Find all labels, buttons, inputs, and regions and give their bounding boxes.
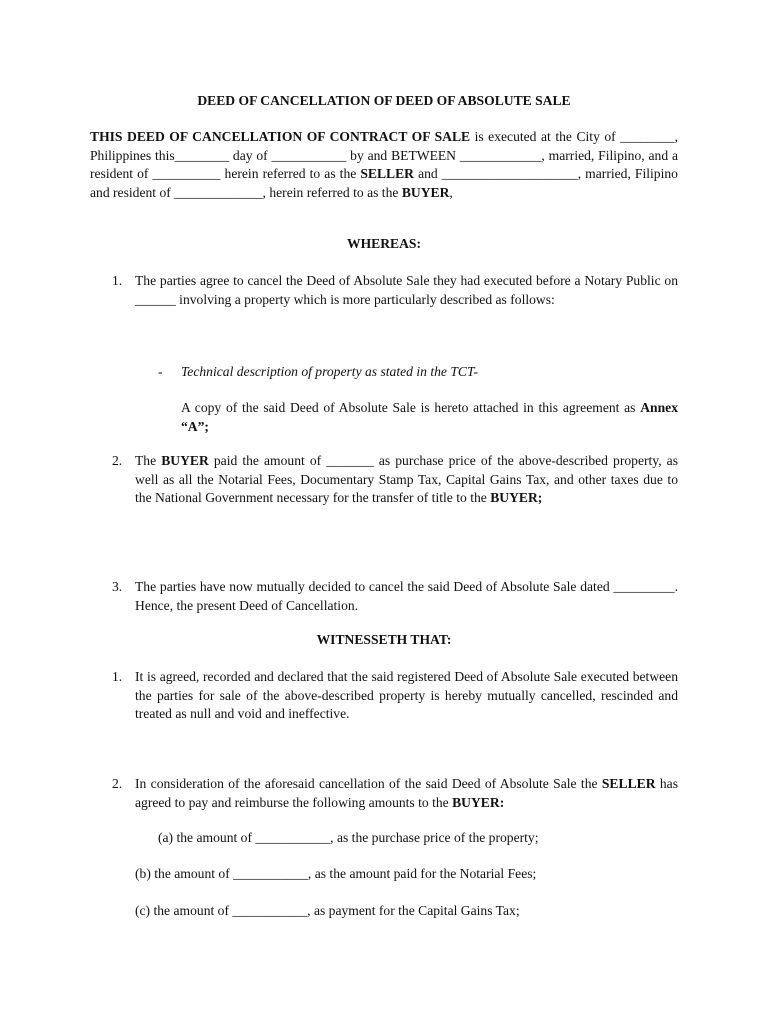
reimbursement-b: (b) the amount of ___________, as the amount paid for the Notarial Fees; [135,866,537,881]
whereas-item-3 [112,578,678,615]
item2-buyer-end: BUYER; [490,490,543,506]
w-item2-buyer: BUYER: [452,794,505,810]
whereas-heading: WHEREAS: [346,236,422,251]
item-number: 2. [112,453,123,468]
witnesseth-item-2 [112,775,678,812]
reimbursement-c: (c) the amount of ___________, as payment for the Capital Gains Tax; [135,903,520,918]
whereas-item-2 [112,452,678,508]
intro-seller: SELLER [360,166,415,182]
item-text [135,452,678,508]
intro-paragraph [90,128,678,202]
reimbursement-a: (a) the amount of ___________, as the purchase price of the property; [158,830,539,845]
w-item2-seller: SELLER [601,776,656,791]
item2-text-2: paid the amount of _______ as purchase price of the above-described property, as well as all the Notarial Fees, Documentary Stamp Tax, Capital Gains Tax, and other taxes due to the National Government necessary for the transfer of title to the [135,453,678,506]
item-text: The parties agree to cancel the Deed of Absolute Sale they had executed before a Notary Public on ______ involving a property which is more particularly described as follows: [135,273,678,307]
item-text: It is agreed, recorded and declared that the said registered Deed of Absolute Sale executed between the parties for sale of the above-described property is hereby mutually cancelled, rescinded and treated as null and void and ineffective. [135,669,678,722]
bullet-dash: - [158,364,163,379]
item-text: The parties have now mutually decided to cancel the said Deed of Absolute Sale dated _________. Hence, the present Deed of Cancellation. [135,579,678,613]
intro-buyer: BUYER [401,184,450,200]
item-number: 1. [112,273,123,288]
technical-description: Technical description of property as stated in the TCT- [181,364,479,379]
witnesseth-heading: WITNESSETH THAT: [316,632,452,647]
intro-text-3: , [449,184,453,200]
w-item2-text-2: has agreed to pay and reimburse the following amounts to the [135,776,678,810]
intro-lead: THIS DEED OF CANCELLATION OF CONTRACT OF SALE [90,129,471,144]
annex-paragraph [181,399,678,436]
intro-text-2: and ____________________, married, Filipino and resident of _____________, herein referred to as the [90,166,678,200]
item2-text-1: The [135,453,162,468]
annex-text: A copy of the said Deed of Absolute Sale is hereto attached in this agreement as [181,400,641,415]
item-number: 1. [112,669,123,684]
whereas-item-1 [112,272,678,309]
intro-text-1: is executed at the City of ________, Philippines this________ day of ___________ by and BETWEEN ____________, married, Filipino, and a resident of __________ herein referred to as the [90,129,678,182]
witnesseth-item-1 [112,668,678,724]
w-item2-text-1: In consideration of the aforesaid cancellation of the said Deed of Absolute Sale the [135,776,602,791]
annex-label: Annex “A”; [181,400,678,434]
item-text [135,775,678,812]
document-title: DEED OF CANCELLATION OF DEED OF ABSOLUTE SALE [197,93,571,108]
item-number: 3. [112,579,123,594]
item2-buyer: BUYER [161,453,209,468]
item-number: 2. [112,776,123,791]
